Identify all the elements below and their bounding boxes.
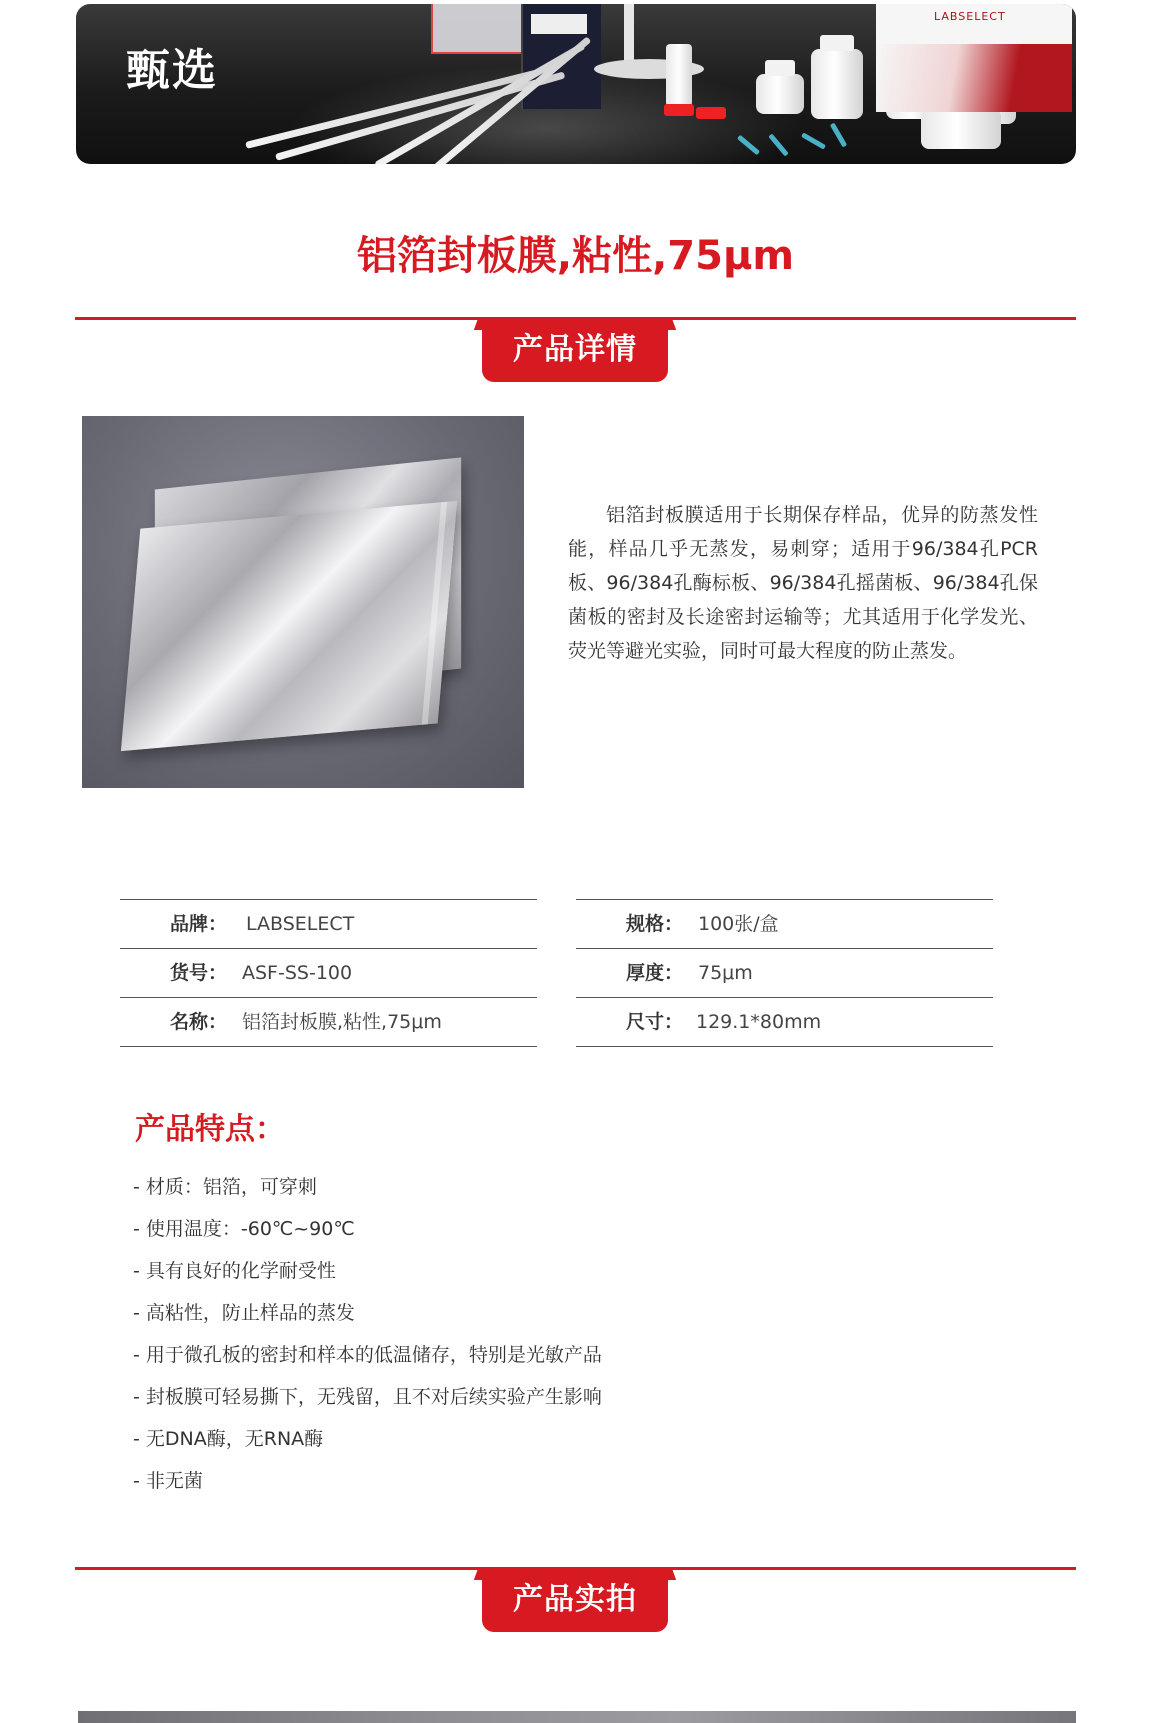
feature-item: - 无DNA酶，无RNA酶	[133, 1428, 324, 1450]
feature-item: - 用于微孔板的密封和样本的低温储存，特别是光敏产品	[133, 1344, 602, 1366]
section-tab-details: 产品详情	[482, 318, 668, 382]
spec-value: 129.1*80mm	[696, 1011, 822, 1033]
spec-row	[576, 900, 993, 949]
bottle-image	[756, 74, 804, 114]
spec-label: 厚度：	[626, 962, 684, 984]
product-photo	[82, 416, 524, 788]
spec-value: ASF-SS-100	[242, 962, 353, 984]
spec-label: 规格：	[626, 913, 684, 935]
product-description: 铝箔封板膜适用于长期保存样品，优异的防蒸发性能，样品几乎无蒸发，易刺穿；适用于96/384孔PCR板、96/384孔酶标板、96/384孔摇菌板、96/384孔保菌板的密封及长途密封运输等；尤其适用于化学发光、荧光等避光实验，同时可最大程度的防止蒸发。	[568, 504, 1038, 662]
spec-value: 铝箔封板膜,粘性,75μm	[242, 1011, 442, 1033]
product-real-photo	[78, 1711, 1076, 1723]
features-list	[133, 1166, 602, 1502]
spec-value: 75μm	[698, 962, 753, 984]
spec-label: 名称：	[170, 1011, 228, 1033]
feature-item: - 具有良好的化学耐受性	[133, 1260, 336, 1282]
tip-rack-image	[431, 4, 525, 54]
spec-row	[576, 998, 993, 1047]
spec-label: 货号：	[170, 962, 228, 984]
spec-row	[120, 998, 537, 1047]
product-title: 铝箔封板膜,粘性,75μm	[356, 233, 795, 279]
spec-label: 品牌：	[170, 913, 228, 935]
tube-cap-image	[664, 104, 694, 116]
section-tab-photos: 产品实拍	[482, 1568, 668, 1632]
kit-logo: LABSELECT	[934, 10, 1006, 23]
tip-image	[830, 122, 847, 147]
features-title: 产品特点：	[135, 1112, 285, 1147]
tube-cap-image	[696, 107, 726, 119]
header-banner	[76, 4, 1076, 164]
spec-label: 尺寸：	[626, 1011, 684, 1033]
feature-item: - 封板膜可轻易撕下，无残留，且不对后续实验产生影响	[133, 1386, 602, 1408]
brand-logo: 甄选	[126, 45, 218, 96]
feature-item: - 使用温度：-60℃~90℃	[133, 1218, 355, 1240]
spec-value: LABSELECT	[246, 913, 355, 935]
feature-item: - 非无菌	[133, 1470, 203, 1492]
spec-row	[120, 900, 537, 949]
spec-table-right	[576, 899, 993, 1047]
spec-value: 100张/盒	[698, 913, 779, 935]
bottle-image	[921, 109, 1001, 149]
stand-image	[624, 4, 634, 64]
spec-table-left	[120, 899, 537, 1047]
kit-box-image	[876, 4, 1072, 112]
spec-row	[120, 949, 537, 998]
spec-row	[576, 949, 993, 998]
feature-item: - 材质：铝箔，可穿刺	[133, 1176, 317, 1198]
foil-sheet-image	[121, 501, 457, 751]
feature-item: - 高粘性，防止样品的蒸发	[133, 1302, 355, 1324]
bottle-image	[811, 49, 863, 119]
